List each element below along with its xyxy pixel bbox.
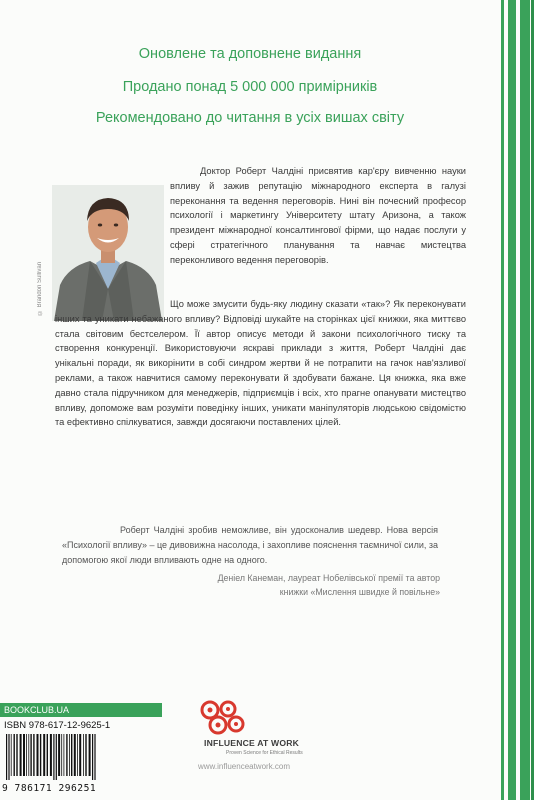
bookclub-label: BOOKCLUB.UA <box>0 703 162 717</box>
publisher-url[interactable]: www.influenceatwork.com <box>198 762 291 771</box>
author-bio: Доктор Роберт Чалдіні присвятив кар'єру вивченню науки впливу й зажив репутацію міжнародного експерта в галузі переконання та ведення переговорів. Нині він почесний професор психології і маркетингу Університету штату Аризона, а також президент міжнародної консалтингової фірми, що надає послуги у сфері стратегічного планування та навчає мистецтва переконливого ведення переговорів. <box>170 166 466 265</box>
review-quote: Роберт Чалдіні зробив неможливе, він удосконалив шедевр. Нова версія «Психології впливу» – це дивовижна насолода, і захопливе пояснення таємничої сили, за допомогою якої люди впливають одне на одного. <box>62 525 438 565</box>
green-edge-stripes <box>492 0 534 800</box>
headline-edition: Оновлене та доповнене видання <box>138 46 362 62</box>
review-quote-author: Деніел Канеман, лауреат Нобелівської премії та автор книжки «Мислення швидке й повільне» <box>217 573 440 597</box>
book-description-text: Що може змусити будь-яку людину сказати «так»? Як переконувати інших та уникати небажаного впливу? Відповіді шукайте на сторінках цієї книжки, яка миттєво стала світовим бестселером. Її автор описує методи й закони психологічного тиску та створення конкуренції. Використовуючи яскраві приклади з життя, Роберт Чалдіні дає унікальні поради, як викорінити в собі синдром жертви й не потрапити на гачок нав'язливої реклами, а також навчитися самому переконувати й здобувати бажане. Ця книжка, яка вже давно стала підручником для менеджерів, підприємців і всіх, хто прагне опанувати мистецтво впливу, допоможе вам розуміти поведінку інших, уникати маніпуляторів людською свідомістю та ефективно спілкуватися, завжди досягаючи поставлених цілей. <box>55 299 466 428</box>
book-description <box>55 297 466 430</box>
barcode <box>2 734 152 780</box>
headline-recommended: Рекомендовано до читання в усіх вишах світу <box>95 110 405 126</box>
headline-sales: Продано понад 5 000 000 примірників <box>122 79 378 95</box>
isbn: ISBN 978-617-12-9625-1 <box>4 720 111 731</box>
photo-credit: © Brandon Sullivan <box>37 261 43 315</box>
publisher-tagline: Proven Science for Ethical Results <box>226 750 303 756</box>
publisher-name: INFLUENCE AT WORK <box>204 738 300 748</box>
influence-at-work-logo-icon <box>198 700 248 736</box>
barcode-number: 9 786171 296251 <box>2 783 97 794</box>
